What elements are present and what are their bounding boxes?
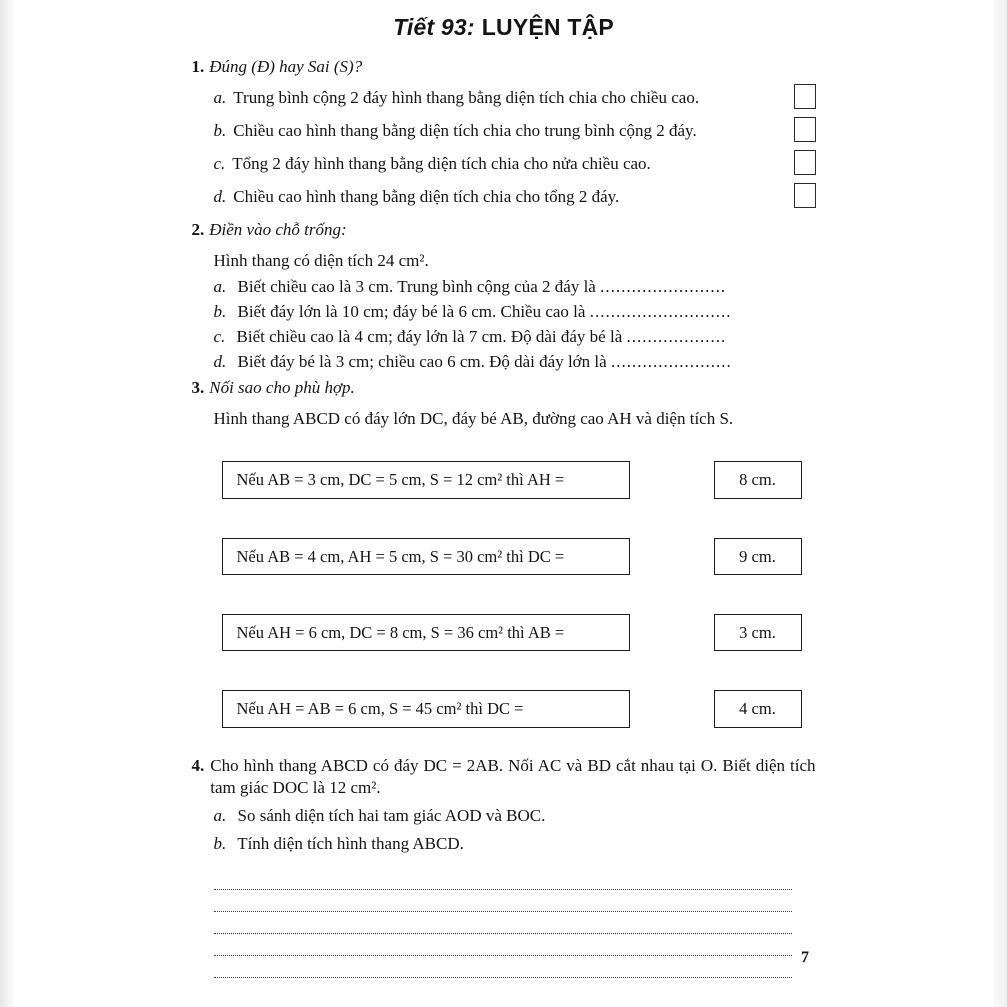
item-text: Biết chiều cao là 4 cm; đáy lớn là 7 cm. Độ dài đáy bé là — [236, 326, 623, 346]
true-false-item — [214, 120, 816, 142]
answer-checkbox — [794, 84, 816, 109]
item-label: b. — [213, 121, 227, 141]
condition-box: Nếu AB = 3 cm, DC = 5 cm, S = 12 cm² thì AH = — [222, 461, 630, 498]
answer-box: 9 cm. — [714, 538, 802, 575]
item-text: Biết chiều cao là 3 cm. Trung bình cộng của 2 đáy là — [237, 276, 596, 296]
item-label: a. — [213, 276, 227, 296]
answer-checkbox — [794, 117, 816, 142]
fill-blank-item — [214, 301, 816, 323]
question-1 — [192, 56, 816, 208]
true-false-item — [214, 153, 816, 175]
answer-blank: ........................... — [589, 301, 732, 321]
answer-line — [214, 912, 792, 934]
item-label: d. — [213, 351, 227, 371]
question-prompt: Đúng (Đ) hay Sai (S)? — [209, 56, 363, 76]
match-row — [222, 690, 802, 727]
sub-question — [214, 833, 816, 855]
item-label: b. — [213, 301, 227, 321]
answer-box: 4 cm. — [714, 690, 802, 727]
item-text: Biết đáy bé là 3 cm; chiều cao 6 cm. Độ dài đáy lớn là — [237, 351, 607, 371]
page-number: 7 — [801, 949, 809, 967]
answer-area — [214, 868, 816, 978]
answer-box: 8 cm. — [714, 461, 802, 498]
fill-blank-item — [214, 326, 816, 348]
answer-line — [214, 934, 792, 956]
match-row — [222, 538, 802, 575]
item-label: d. — [213, 187, 227, 207]
answer-blank: ........................ — [600, 276, 727, 296]
item-label: a. — [213, 806, 227, 826]
answer-line — [214, 868, 792, 890]
item-text: Trung bình cộng 2 đáy hình thang bằng diện tích chia cho chiều cao. — [233, 87, 700, 107]
true-false-item — [214, 186, 816, 208]
match-row — [222, 461, 802, 498]
question-number: 2. — [191, 220, 205, 240]
item-text: Tổng 2 đáy hình thang bằng diện tích chia cho nửa chiều cao. — [232, 154, 651, 174]
item-text: Biết đáy lớn là 10 cm; đáy bé là 6 cm. Chiều cao là — [237, 301, 586, 321]
scan-edge-right — [993, 0, 1007, 1007]
question-4-head — [192, 755, 816, 799]
answer-checkbox — [794, 150, 816, 175]
item-text: So sánh diện tích hai tam giác AOD và BOC. — [237, 806, 546, 826]
question-intro: Hình thang có diện tích 24 cm². — [213, 251, 429, 271]
item-label: b. — [213, 834, 227, 854]
matching-exercise — [192, 461, 816, 728]
question-number: 4. — [191, 755, 205, 775]
item-text: Chiều cao hình thang bằng diện tích chia cho trung bình cộng 2 đáy. — [233, 121, 697, 141]
condition-box: Nếu AH = 6 cm, DC = 8 cm, S = 36 cm² thì AB = — [222, 614, 630, 651]
answer-blank: ....................... — [610, 351, 732, 371]
answer-blank: ................... — [626, 326, 727, 346]
question-text: Cho hình thang ABCD có đáy DC = 2AB. Nối AC và BD cắt nhau tại O. Biết diện tích tam giác DOC là 12 cm². — [210, 755, 816, 797]
question-prompt: Điền vào chỗ trống: — [209, 220, 347, 240]
condition-box: Nếu AH = AB = 6 cm, S = 45 cm² thì DC = — [222, 690, 630, 727]
condition-box: Nếu AB = 4 cm, AH = 5 cm, S = 30 cm² thì DC = — [222, 538, 630, 575]
match-row — [222, 614, 802, 651]
sub-question — [214, 805, 816, 827]
question-3-head — [192, 377, 816, 399]
answer-checkbox — [794, 183, 816, 208]
answer-line — [214, 890, 792, 912]
lesson-title: LUYỆN TẬP — [481, 14, 614, 40]
item-label: a. — [213, 87, 227, 107]
question-number: 1. — [191, 56, 205, 76]
question-2-head — [192, 219, 816, 241]
lesson-number: Tiết 93: — [393, 14, 475, 40]
fill-blank-item — [214, 276, 816, 298]
worksheet-page — [192, 0, 816, 978]
page-title — [192, 13, 816, 43]
question-intro: Hình thang ABCD có đáy lớn DC, đáy bé AB, đường cao AH và diện tích S. — [213, 409, 734, 429]
item-text: Chiều cao hình thang bằng diện tích chia cho tổng 2 đáy. — [233, 187, 620, 207]
question-prompt: Nối sao cho phù hợp. — [209, 377, 355, 397]
answer-box: 3 cm. — [714, 614, 802, 651]
fill-blank-item — [214, 351, 816, 373]
scan-edge-left — [0, 0, 14, 1007]
question-2 — [192, 219, 816, 373]
question-4 — [192, 755, 816, 978]
true-false-item — [214, 87, 816, 109]
answer-line — [214, 956, 792, 978]
item-label: c. — [213, 326, 226, 346]
question-1-head — [192, 56, 816, 78]
question-3 — [192, 377, 816, 728]
question-number: 3. — [191, 377, 205, 397]
item-text: Tính diện tích hình thang ABCD. — [237, 834, 464, 854]
item-label: c. — [213, 154, 226, 174]
